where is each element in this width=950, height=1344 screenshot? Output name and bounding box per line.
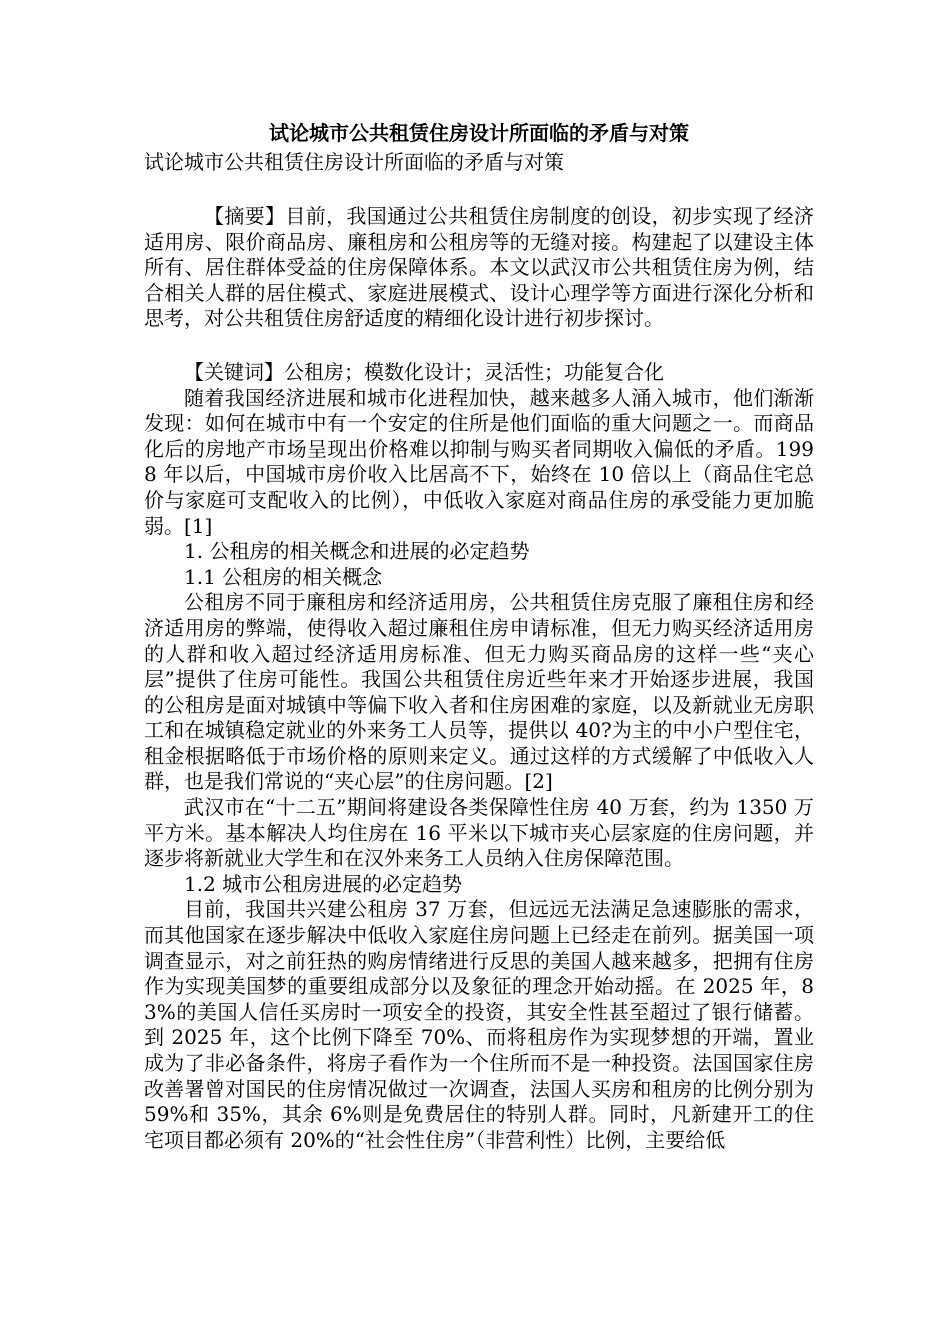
section-1-1-paragraph-1: 公租房不同于廉租房和经济适用房，公共租赁住房克服了廉租住房和经济适用房的弊端，使得收入超过廉租住房申请标准，但无力购买经济适用房的人群和收入超过经济适用房标准、但无力购买商品房的这样一些“夹心层”提供了住房可能性。我国公共租赁住房近些年来才开始逐步进展，我国的公租房是面对城镇中等偏下收入者和住房困难的家庭，以及新就业无房职工和在城镇稳定就业的外来务工人员等，提供以 40?为主的中小户型住宅，租金根据略低于市场价格的原则来定义。通过这样的方式缓解了中低收入人群，也是我们常说的“夹心层”的住房问题。[2] (144, 590, 814, 794)
section-1-1-paragraph-2: 武汉市在“十二五”期间将建设各类保障性住房 40 万套，约为 1350 万平方米。基本解决人均住房在 16 平米以下城市夹心层家庭的住房问题，并逐步将新就业大学生和在汉外来务工人员纳入住房保障范围。 (144, 795, 814, 871)
keywords-paragraph: 【关键词】公租房；模数化设计；灵活性；功能复合化 (184, 359, 664, 384)
section-1-2-paragraph-1: 目前，我国共兴建公租房 37 万套，但远远无法满足急速膨胀的需求，而其他国家在逐步解决中低收入家庭住房问题上已经走在前列。据美国一项调查显示，对之前狂热的购房情绪进行反思的美国人越来越多，把拥有住房作为实现美国梦的重要组成部分以及象征的理念开始动摇。在 2025 年，83%的美国人信任买房时一项安全的投资，其安全性甚至超过了银行储蓄。到 2025 年，这个比例下降至 70%、而将租房作为实现梦想的开端，置业成为了非必备条件，将房子看作为一个住所而不是一种投资。法国国家住房改善署曾对国民的住房情况做过一次调查，法国人买房和租房的比例分别为 59%和 35%，其余 6%则是免费居住的特别人群。同时，凡新建开工的住宅项目都必须有 20%的“社会性住房”（非营利性）比例，主要给低 (144, 897, 814, 1152)
intro-paragraph: 随着我国经济进展和城市化进程加快，越来越多人涌入城市，他们渐渐发现：如何在城市中有一个安定的住所是他们面临的重大问题之一。而商品化后的房地产市场呈现出价格难以抑制与购买者同期收入偏低的矛盾。1998 年以后，中国城市房价收入比居高不下，始终在 10 倍以上（商品住宅总价与家庭可支配收入的比例），中低收入家庭对商品住房的承受能力更加脆弱。[1] (144, 385, 814, 538)
section-heading-1-2: 1.2 城市公租房进展的必定趋势 (184, 871, 463, 896)
abstract-paragraph: 【摘要】目前，我国通过公共租赁住房制度的创设，初步实现了经济适用房、限价商品房、廉租房和公租房等的无缝对接。构建起了以建设主体所有、居住群体受益的住房保障体系。本文以武汉市公共租赁住房为例，结合相关人群的居住模式、家庭进展模式、设计心理学等方面进行深化分析和思考，对公共租赁住房舒适度的精细化设计进行初步探讨。 (144, 204, 814, 331)
document-title: 试论城市公共租赁住房设计所面临的矛盾与对策 (269, 121, 689, 145)
document-page (144, 118, 814, 1153)
spacer (144, 332, 814, 360)
document-subtitle: 试论城市公共租赁住房设计所面临的矛盾与对策 (144, 150, 564, 174)
section-heading-1: 1. 公租房的相关概念和进展的必定趋势 (184, 539, 530, 564)
spacer (144, 176, 814, 204)
section-heading-1-1: 1.1 公租房的相关概念 (184, 564, 383, 589)
